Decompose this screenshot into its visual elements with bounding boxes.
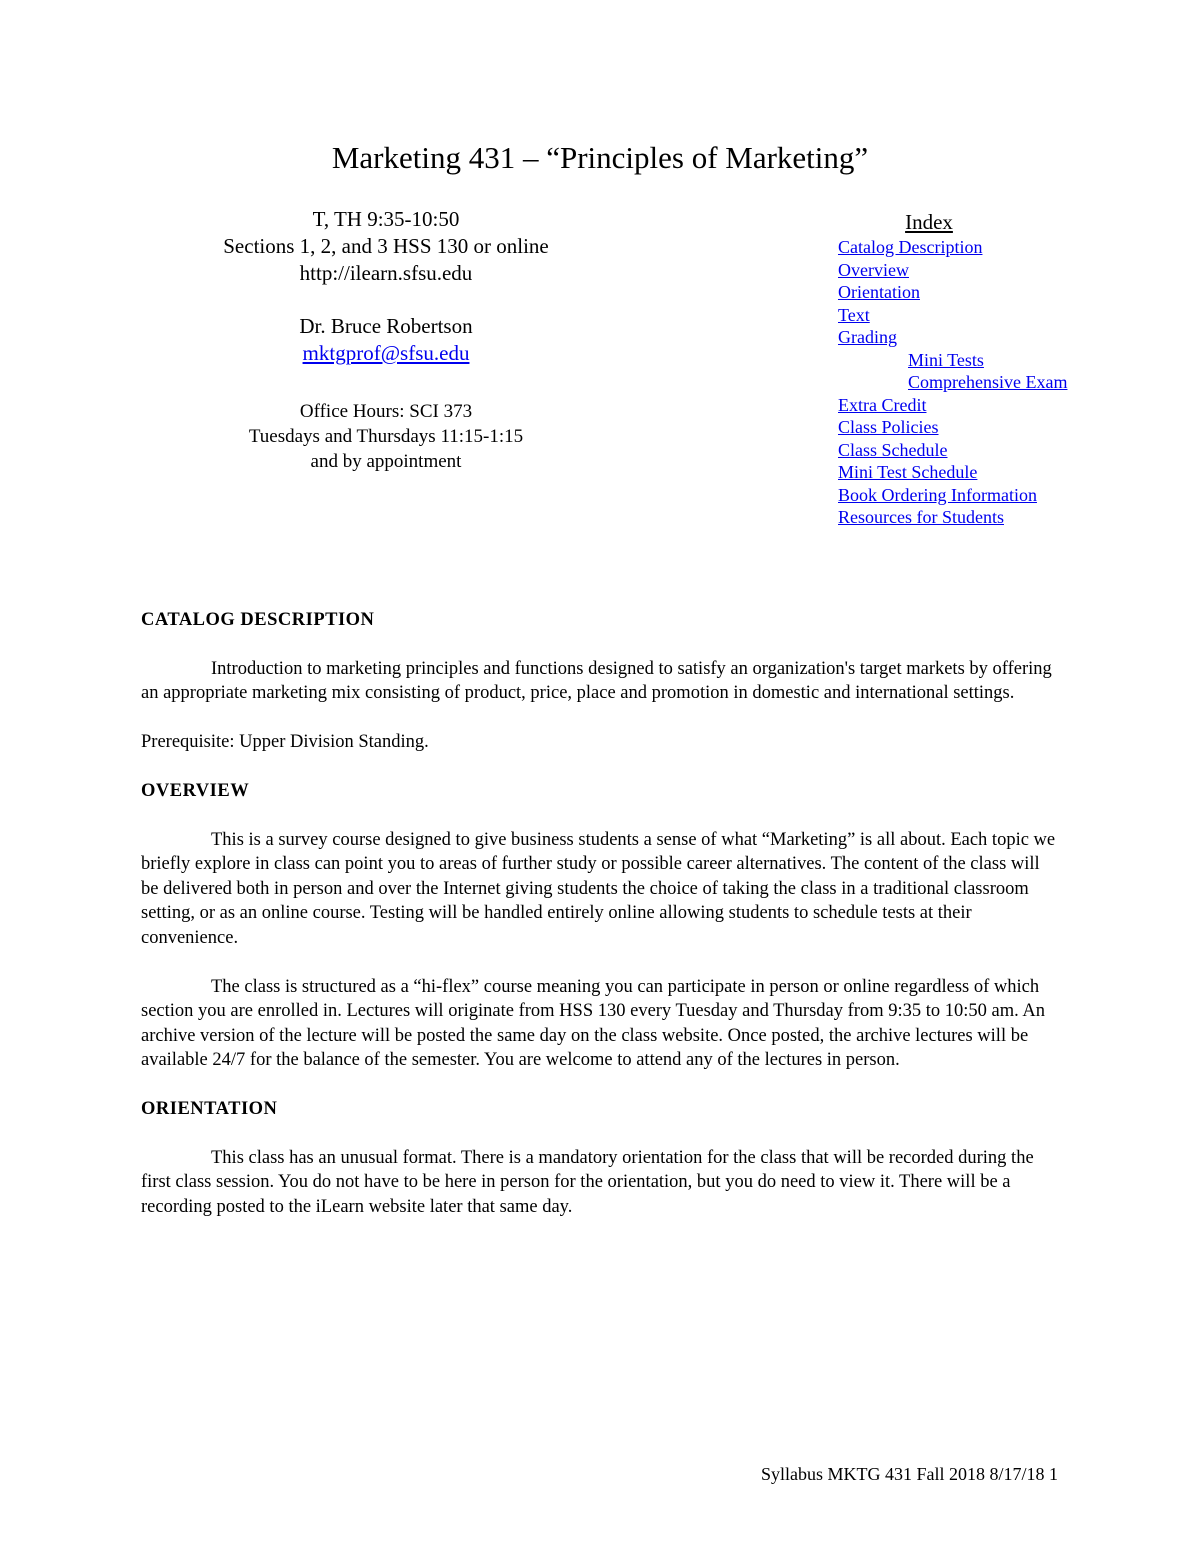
office-note: and by appointment bbox=[310, 451, 462, 472]
class-time: T, TH 9:35-10:50 bbox=[312, 207, 460, 231]
index-link-orientation[interactable]: Orientation bbox=[838, 282, 920, 302]
index-link-extra-credit[interactable]: Extra Credit bbox=[838, 394, 927, 415]
index-link-mini-test-schedule[interactable]: Mini Test Schedule bbox=[838, 462, 978, 482]
instructor-name: Dr. Bruce Robertson bbox=[299, 314, 473, 338]
overview-paragraph-2: The class is structured as a “hi-flex” course meaning you can participate in person or online regardless of which section you are enrolled in. Lectures will originate from HSS 130 every Tuesday and Thursday from 9:35 to 10:50 am. An archive version of the lecture will be posted the same day on the class website. Once posted, the archive lectures will be available 24/7 for the balance of the semester. You are welcome to attend any of the lectures in person. bbox=[141, 976, 1045, 1070]
index-panel bbox=[838, 208, 1138, 529]
index-link-overview[interactable]: Overview bbox=[838, 259, 909, 280]
index-title: Index bbox=[905, 210, 953, 234]
catalog-paragraph: Introduction to marketing principles and functions designed to satisfy an organization's target markets by offering an appropriate marketing mix consisting of product, price, place and promotion in domestic and international settings. bbox=[141, 658, 1052, 703]
catalog-heading: CATALOG DESCRIPTION bbox=[141, 610, 375, 630]
instructor-email-link[interactable]: mktgprof@sfsu.edu bbox=[302, 341, 470, 365]
syllabus-body bbox=[141, 608, 1056, 1244]
index-link-class-schedule[interactable]: Class Schedule bbox=[838, 439, 948, 460]
orientation-heading: ORIENTATION bbox=[141, 1099, 278, 1119]
index-link-resources[interactable]: Resources for Students bbox=[838, 507, 1004, 527]
index-link-text[interactable]: Text bbox=[838, 304, 870, 325]
index-link-grading[interactable]: Grading bbox=[838, 327, 897, 347]
page-title: Marketing 431 – “Principles of Marketing” bbox=[331, 140, 869, 175]
index-link-book-ordering[interactable]: Book Ordering Information bbox=[838, 484, 1037, 505]
index-link-mini-tests[interactable]: Mini Tests bbox=[908, 349, 984, 370]
overview-heading: OVERVIEW bbox=[141, 781, 250, 801]
page-footer: Syllabus MKTG 431 Fall 2018 8/17/18 1 bbox=[760, 1464, 1058, 1484]
index-link-catalog-description[interactable]: Catalog Description bbox=[838, 237, 983, 257]
course-info bbox=[140, 206, 632, 474]
office-hours: Office Hours: SCI 373 bbox=[299, 401, 473, 422]
office-days: Tuesdays and Thursdays 11:15-1:15 bbox=[248, 426, 524, 447]
orientation-paragraph: This class has an unusual format. There is a mandatory orientation for the class that will be recorded during the first class session. You do not have to be here in person for the orientation, but you do need to view it. There will be a recording posted to the iLearn website later that same day. bbox=[141, 1147, 1034, 1217]
overview-paragraph-1: This is a survey course designed to give business students a sense of what “Marketing” is all about. Each topic we briefly explore in class can point you to areas of further study or possible career alternatives. The content of the class will be delivered both in person and over the Internet giving students the choice of taking the class in a traditional classroom setting, or as an online course. Testing will be handled entirely online allowing students to schedule tests at their convenience. bbox=[141, 829, 1056, 948]
course-website: http://ilearn.sfsu.edu bbox=[299, 261, 473, 285]
index-link-comprehensive-exam[interactable]: Comprehensive Exam bbox=[908, 372, 1068, 392]
class-sections: Sections 1, 2, and 3 HSS 130 or online bbox=[223, 234, 549, 258]
index-link-class-policies[interactable]: Class Policies bbox=[838, 417, 939, 437]
prerequisite-text: Prerequisite: Upper Division Standing. bbox=[141, 732, 429, 752]
